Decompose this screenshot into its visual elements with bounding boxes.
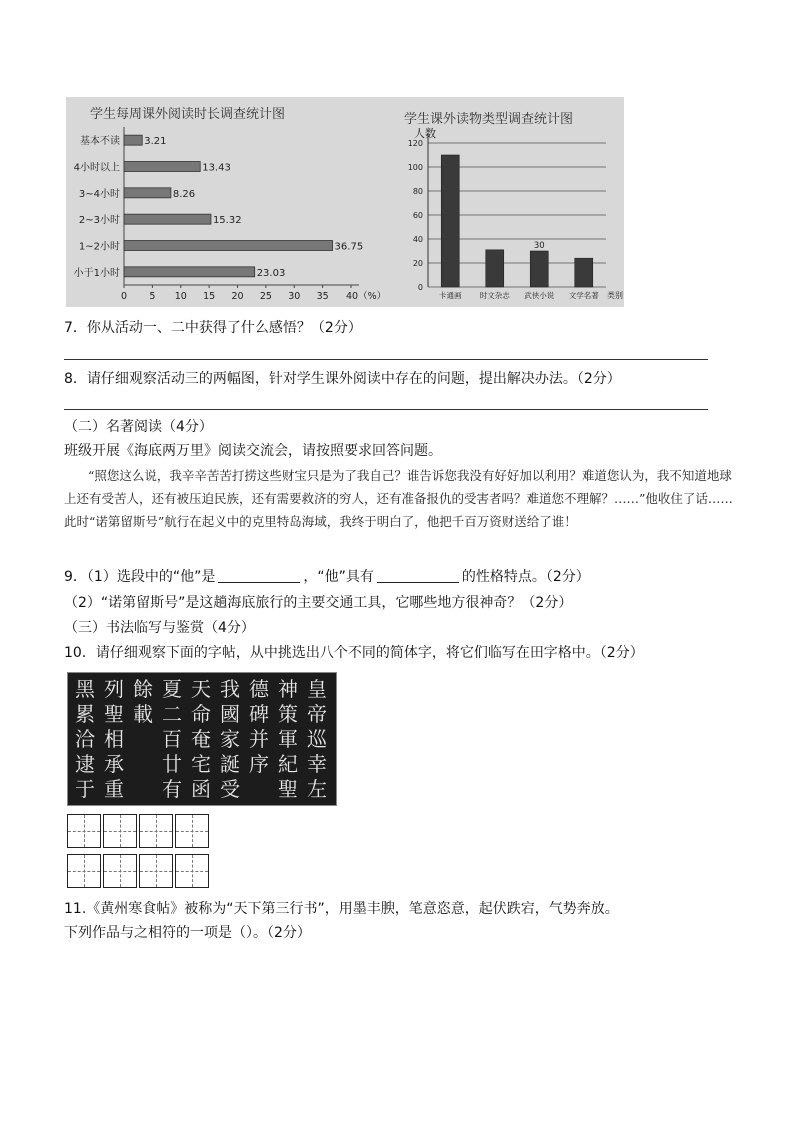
vbar-y-axis-label: 人数: [414, 127, 436, 140]
tianzige-cell[interactable]: [103, 854, 137, 888]
hbar-bar-1: [124, 162, 200, 172]
survey-charts-figure: [66, 97, 624, 307]
calligraphy-char: 夏: [162, 677, 182, 701]
question-9-2: （2）“诺第留斯号”是这趟海底旅行的主要交通工具，它哪些地方很神奇？（2分）: [64, 595, 573, 611]
calligraphy-char: 列: [104, 677, 124, 701]
calligraphy-char: 宅: [191, 752, 211, 776]
calligraphy-rubbing-image: [67, 672, 337, 806]
hbar-value-label-5: 23.03: [256, 267, 286, 279]
hbar-category-label-1: 4小时以上: [73, 162, 120, 174]
hbar-category-label-4: 1~2小时: [78, 241, 120, 253]
calligraphy-column-6: [246, 677, 272, 777]
q9-text-b: ，“他”具有: [303, 569, 374, 585]
hbar-x-tick-label-1: 5: [149, 291, 156, 302]
hbar-category-label-0: 基本不读: [80, 136, 120, 148]
q9-text-c: 的性格特点。（2分）: [461, 569, 590, 585]
calligraphy-char: 我: [220, 677, 240, 701]
calligraphy-char: 洽: [75, 727, 95, 751]
hbar-x-tick-label-3: 15: [203, 291, 216, 302]
hbar-x-tick-label-2: 10: [174, 291, 187, 302]
question-11: 11.《黄州寒食帖》被称为“天下第三行书”，用墨丰腴，笔意恣意，起伏跌宕，气势奔放。: [64, 901, 619, 917]
hbar-category-label-5: 小于1小时: [73, 267, 120, 279]
hbar-value-label-3: 15.32: [212, 215, 242, 227]
vbar-title: 学生课外读物类型调查统计图: [404, 112, 574, 127]
hbar-category-label-2: 3~4小时: [78, 188, 120, 200]
calligraphy-char: 誕: [220, 752, 240, 776]
answer-line-q7[interactable]: [64, 359, 708, 360]
calligraphy-char: 幸: [307, 752, 327, 776]
tianzige-cell[interactable]: [175, 814, 209, 848]
calligraphy-char: 巡: [307, 727, 327, 751]
calligraphy-char: 廿: [162, 752, 182, 776]
calligraphy-char: 有: [162, 777, 182, 801]
hbar-x-tick-label-5: 25: [259, 291, 272, 302]
q9-text-a: 9．（1）选段中的“他”是: [64, 569, 216, 585]
hbar-value-label-4: 36.75: [334, 241, 364, 253]
calligraphy-char: 軍: [278, 727, 298, 751]
section-3-heading: （三）书法临写与鉴赏（4分）: [64, 620, 255, 636]
calligraphy-char: 德: [249, 677, 269, 701]
calligraphy-char: 天: [191, 677, 211, 701]
calligraphy-char: 左: [307, 777, 327, 801]
vbar-y-tick-label-3: 60: [412, 211, 423, 220]
tianzige-cell[interactable]: [139, 854, 173, 888]
vbar-bar-0: [441, 155, 459, 287]
hbar-x-tick-label-7: 35: [316, 291, 329, 302]
calligraphy-char: 黑: [75, 677, 95, 701]
calligraphy-char: 策: [278, 702, 298, 726]
calligraphy-column-7: [275, 677, 301, 802]
calligraphy-char: 國: [220, 702, 240, 726]
vbar-category-label-0: 卡通画: [439, 291, 462, 300]
tianzige-cell[interactable]: [175, 854, 209, 888]
hbar-bar-3: [124, 214, 211, 224]
novel-excerpt: “照您这么说，我辛辛苦苦打捞这些财宝只是为了我自己？谁告诉您我没有好好加以利用？难道您认为，我不知道地球上还有受苦人，还有被压迫民族，还有需要救济的穷人，还有准备报仇的受害者吗？难道您不理解？……”他收住了话……此时“诺第留斯号”航行在起义中的克里特岛海域，我终于明白了，他把千百万资财送给了谁！: [64, 468, 733, 529]
calligraphy-char: 命: [191, 702, 211, 726]
calligraphy-char: 逮: [75, 752, 95, 776]
vbar-y-tick-label-0: 0: [417, 283, 423, 292]
calligraphy-char: 函: [191, 777, 211, 801]
calligraphy-column-5: [217, 677, 243, 802]
hbar-x-tick-label-6: 30: [288, 291, 301, 302]
hbar-bar-5: [124, 267, 255, 277]
calligraphy-char: 紀: [278, 752, 298, 776]
answer-line-q8[interactable]: [64, 409, 708, 410]
calligraphy-char: 重: [104, 777, 124, 801]
vbar-category-label-3: 文学名著: [568, 291, 599, 300]
calligraphy-char: 帝: [307, 702, 327, 726]
calligraphy-char: 累: [75, 702, 95, 726]
reading-time-chart: [74, 106, 387, 302]
calligraphy-column-3: [159, 677, 185, 802]
hbar-bar-4: [124, 241, 333, 251]
hbar-bar-0: [124, 135, 142, 145]
calligraphy-char: 餘: [133, 677, 153, 701]
vbar-bar-3: [575, 258, 593, 287]
vbar-bar-2: [530, 251, 548, 287]
hbar-bar-2: [124, 188, 171, 198]
question-9-1: [64, 566, 590, 588]
vbar-category-label-2: 武侠小说: [524, 291, 555, 300]
calligraphy-char: 神: [278, 677, 298, 701]
vbar-value-label-2: 30: [533, 241, 545, 251]
tianzige-cell[interactable]: [67, 814, 101, 848]
calligraphy-char: 于: [75, 777, 95, 801]
hbar-x-tick-label-4: 20: [231, 291, 244, 302]
question-11-prompt: 下列作品与之相符的一项是（）。（2分）: [64, 925, 311, 941]
vbar-category-label-1: 时文杂志: [479, 291, 510, 300]
calligraphy-char: 受: [220, 777, 240, 801]
vbar-y-tick-label-5: 100: [407, 163, 423, 172]
calligraphy-char: 二: [162, 702, 182, 726]
calligraphy-column-4: [188, 677, 214, 802]
hbar-value-label-2: 8.26: [172, 188, 196, 200]
tianzige-cell[interactable]: [139, 814, 173, 848]
hbar-value-label-1: 13.43: [202, 162, 231, 174]
q9-blank-2[interactable]: [377, 568, 459, 583]
tianzige-cell[interactable]: [103, 814, 137, 848]
calligraphy-char: 百: [162, 727, 182, 751]
calligraphy-column-0: [72, 677, 98, 802]
calligraphy-column-2: [130, 677, 156, 727]
hbar-category-label-3: 2~3小时: [78, 215, 120, 227]
reading-type-chart: [404, 111, 623, 300]
calligraphy-char: 奄: [191, 727, 211, 751]
calligraphy-char: 并: [249, 727, 269, 751]
question-7: 7．你从活动一、二中获得了什么感悟？（2分）: [64, 320, 362, 336]
calligraphy-char: 家: [220, 727, 240, 751]
question-10: 10．请仔细观察下面的字帖，从中挑选出八个不同的简体字，将它们临写在田字格中。（2分）: [64, 645, 644, 661]
calligraphy-char: 載: [133, 702, 153, 726]
calligraphy-char: 承: [104, 752, 124, 776]
vbar-y-tick-label-2: 40: [412, 235, 423, 244]
hbar-x-tick-label-8: 40（%）: [346, 291, 387, 302]
vbar-bar-1: [486, 250, 504, 287]
hbar-x-tick-label-0: 0: [120, 291, 128, 302]
vbar-y-tick-label-6: 120: [407, 139, 423, 148]
vbar-y-tick-label-1: 20: [412, 259, 423, 268]
hbar-value-label-0: 3.21: [144, 136, 167, 148]
calligraphy-char: 聖: [104, 702, 124, 726]
calligraphy-char: 皇: [307, 677, 327, 701]
calligraphy-char: 聖: [278, 777, 298, 801]
section-2-intro: 班级开展《海底两万里》阅读交流会，请按照要求回答问题。: [64, 443, 442, 459]
calligraphy-char: 碑: [249, 702, 269, 726]
calligraphy-column-1: [101, 677, 127, 802]
tianzige-cell[interactable]: [67, 854, 101, 888]
question-8: 8．请仔细观察活动三的两幅图，针对学生课外阅读中存在的问题，提出解决办法。（2分）: [64, 371, 621, 387]
q9-blank-1[interactable]: [218, 568, 300, 583]
calligraphy-column-8: [304, 677, 330, 802]
section-2-heading: （二）名著阅读（4分）: [64, 419, 213, 435]
vbar-x-axis-label: 类别: [607, 291, 623, 300]
hbar-title: 学生每周课外阅读时长调查统计图: [90, 107, 286, 122]
calligraphy-char: 相: [104, 727, 124, 751]
charts-svg: [66, 97, 624, 307]
calligraphy-char: 序: [249, 752, 269, 776]
vbar-y-tick-label-4: 80: [412, 187, 423, 196]
tianzige-grid: [67, 814, 211, 892]
